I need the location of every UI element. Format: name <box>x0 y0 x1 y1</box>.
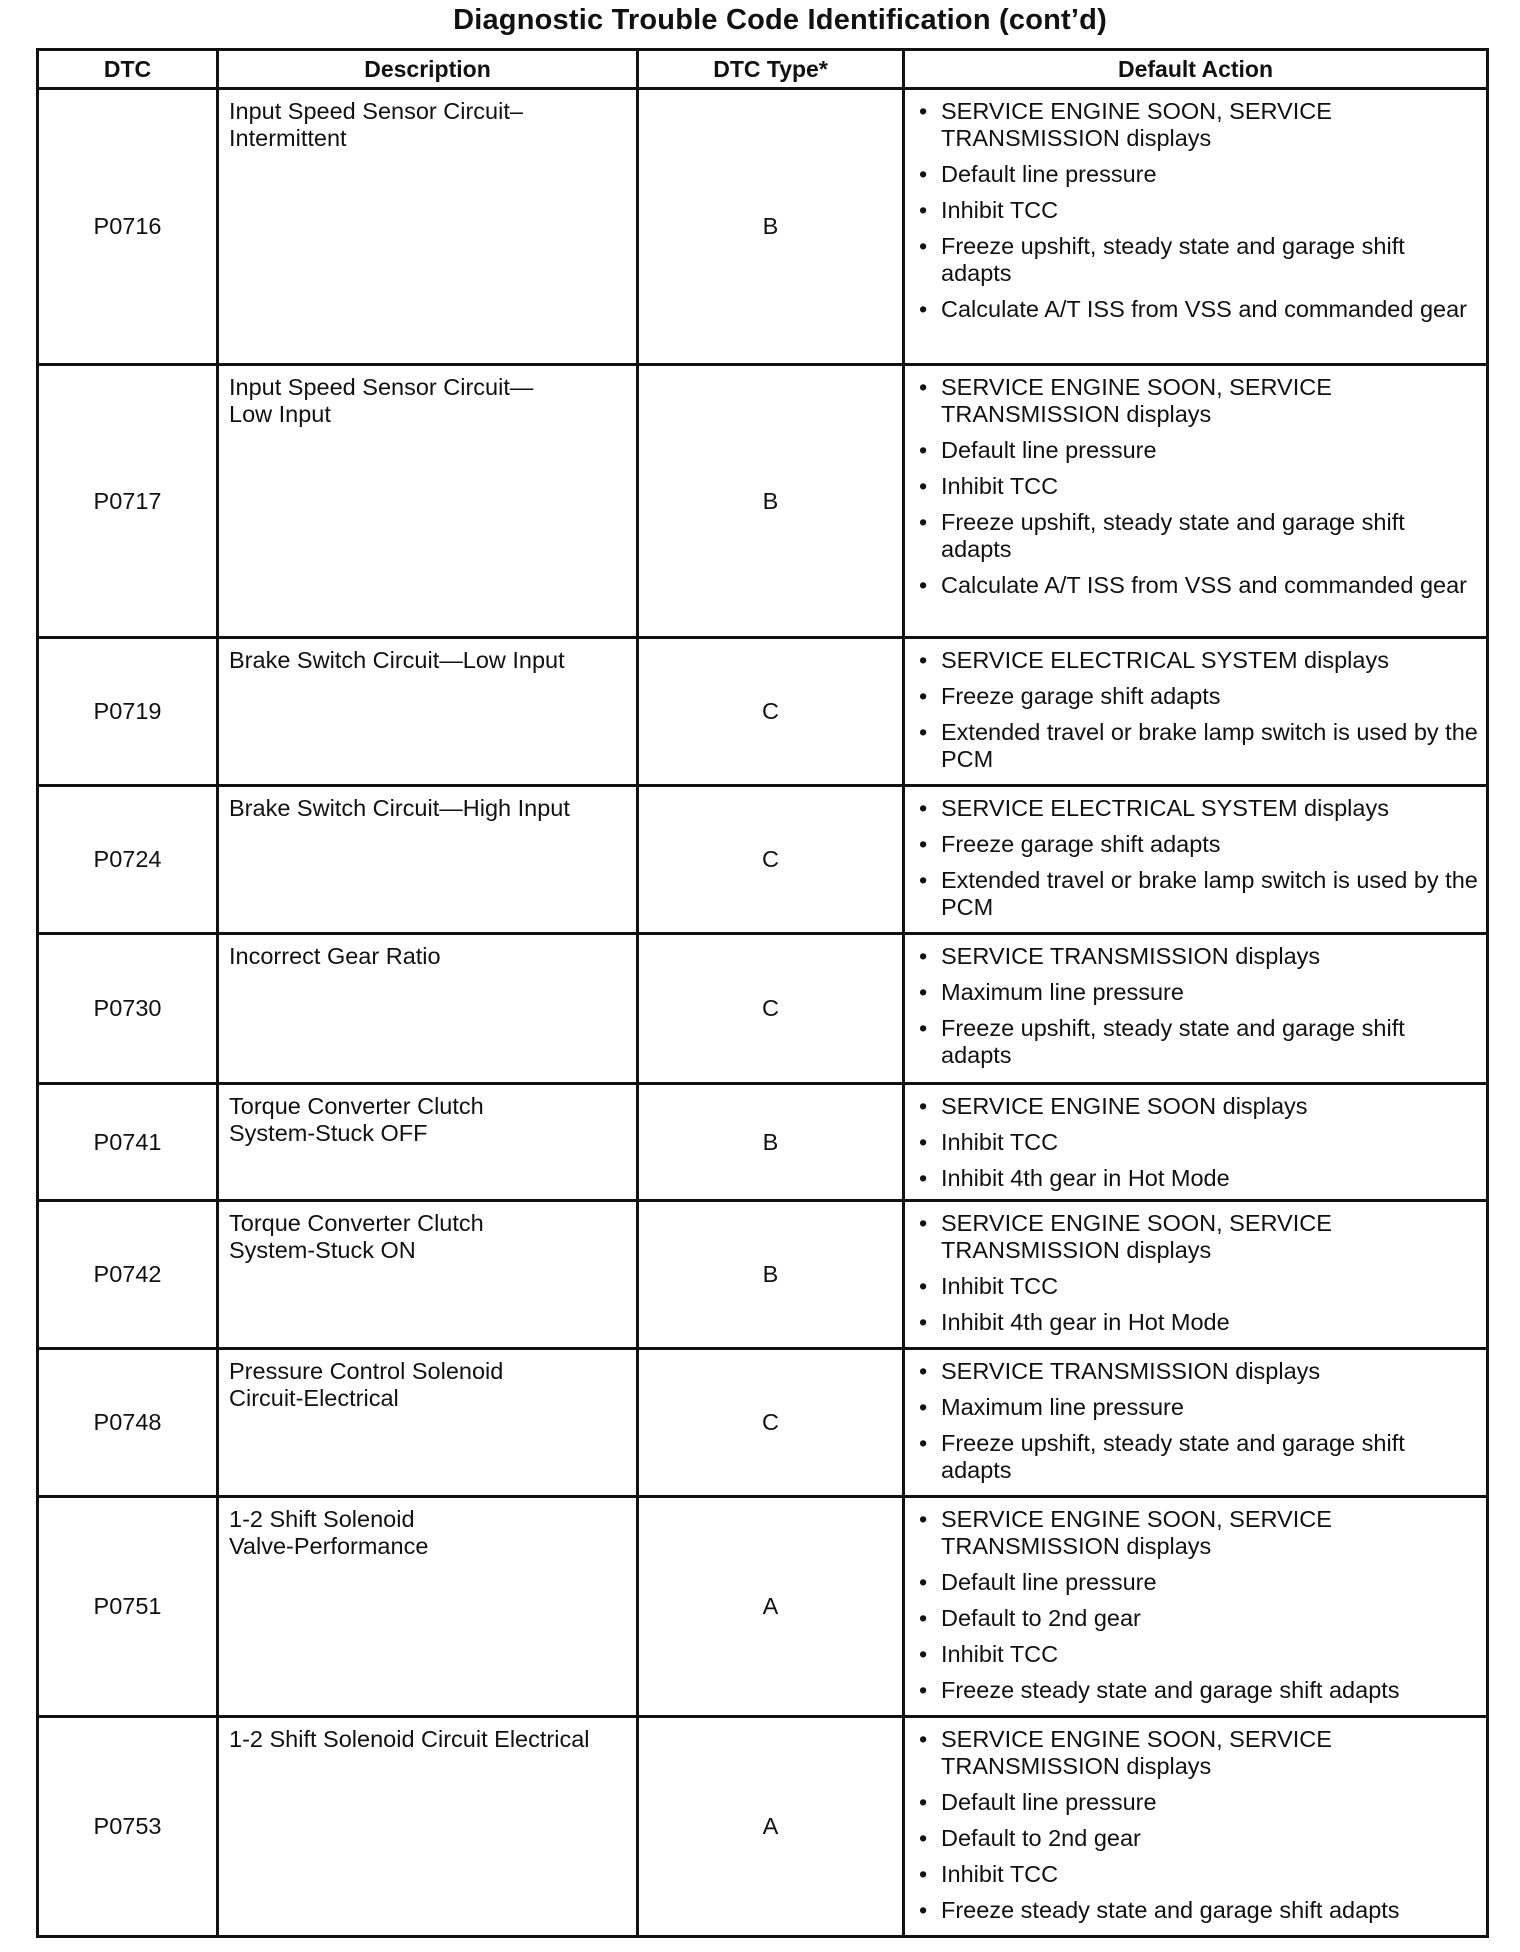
column-header-default-action: Default Action <box>904 50 1488 89</box>
dtc-code: P0716 <box>38 89 218 365</box>
default-action-list <box>941 98 1478 323</box>
dtc-description: Brake Switch Circuit—Low Input <box>218 638 638 786</box>
default-action-list <box>941 374 1478 599</box>
default-action-item: • Extended travel or brake lamp switch is used by the PCM <box>941 719 1478 773</box>
default-action-item: • Freeze garage shift adapts <box>941 831 1478 858</box>
default-action-item: • Calculate A/T ISS from VSS and commanded gear <box>941 572 1478 599</box>
default-action-cell <box>904 1084 1488 1201</box>
dtc-type: B <box>638 1084 904 1201</box>
default-action-cell <box>904 1497 1488 1717</box>
dtc-description: Torque Converter Clutch System-Stuck OFF <box>218 1084 638 1201</box>
default-action-item: • Inhibit TCC <box>941 1129 1478 1156</box>
dtc-code: P0748 <box>38 1349 218 1497</box>
default-action-list <box>941 1506 1478 1704</box>
default-action-item: • Freeze upshift, steady state and garage shift adapts <box>941 1015 1478 1069</box>
dtc-code: P0753 <box>38 1717 218 1937</box>
table-row <box>38 1497 1488 1717</box>
default-action-cell <box>904 89 1488 365</box>
column-header-description: Description <box>218 50 638 89</box>
default-action-cell <box>904 934 1488 1084</box>
dtc-table <box>36 48 1489 1938</box>
dtc-code: P0741 <box>38 1084 218 1201</box>
default-action-list <box>941 795 1478 921</box>
table-row <box>38 365 1488 638</box>
default-action-item: • Inhibit 4th gear in Hot Mode <box>941 1309 1478 1336</box>
default-action-item: • Inhibit 4th gear in Hot Mode <box>941 1165 1478 1192</box>
default-action-item: • Default line pressure <box>941 1789 1478 1816</box>
page-title: Diagnostic Trouble Code Identification (cont’d) <box>453 4 1107 36</box>
dtc-type: A <box>638 1717 904 1937</box>
default-action-cell <box>904 365 1488 638</box>
default-action-list <box>941 1210 1478 1336</box>
dtc-code: P0724 <box>38 786 218 934</box>
dtc-description: Input Speed Sensor Circuit– Intermittent <box>218 89 638 365</box>
default-action-item: • Inhibit TCC <box>941 1273 1478 1300</box>
default-action-item: • Maximum line pressure <box>941 979 1478 1006</box>
default-action-item: • Default to 2nd gear <box>941 1605 1478 1632</box>
default-action-item: • Calculate A/T ISS from VSS and commanded gear <box>941 296 1478 323</box>
default-action-item: • Maximum line pressure <box>941 1394 1478 1421</box>
dtc-type: C <box>638 638 904 786</box>
table-row <box>38 786 1488 934</box>
default-action-cell <box>904 1201 1488 1349</box>
default-action-item: • Freeze upshift, steady state and garage shift adapts <box>941 1430 1478 1484</box>
default-action-item: • Freeze upshift, steady state and garage shift adapts <box>941 233 1478 287</box>
dtc-type: C <box>638 934 904 1084</box>
default-action-list <box>941 1358 1478 1484</box>
table-header <box>38 50 1488 89</box>
default-action-item: • SERVICE ENGINE SOON, SERVICE TRANSMISSION displays <box>941 98 1478 152</box>
default-action-item: • Inhibit TCC <box>941 1861 1478 1888</box>
default-action-item: • Default line pressure <box>941 161 1478 188</box>
column-header-dtc: DTC <box>38 50 218 89</box>
dtc-code: P0730 <box>38 934 218 1084</box>
default-action-list <box>941 647 1478 773</box>
dtc-code: P0742 <box>38 1201 218 1349</box>
dtc-type: A <box>638 1497 904 1717</box>
default-action-cell <box>904 1349 1488 1497</box>
default-action-item: • Extended travel or brake lamp switch is used by the PCM <box>941 867 1478 921</box>
default-action-item: • Inhibit TCC <box>941 197 1478 224</box>
dtc-type: C <box>638 1349 904 1497</box>
dtc-code: P0717 <box>38 365 218 638</box>
dtc-description: Torque Converter Clutch System-Stuck ON <box>218 1201 638 1349</box>
dtc-code: P0719 <box>38 638 218 786</box>
default-action-item: • SERVICE TRANSMISSION displays <box>941 943 1478 970</box>
default-action-item: • Freeze upshift, steady state and garage shift adapts <box>941 509 1478 563</box>
default-action-item: • Inhibit TCC <box>941 1641 1478 1668</box>
default-action-list <box>941 1726 1478 1924</box>
header-row <box>38 50 1488 89</box>
dtc-description: 1-2 Shift Solenoid Valve-Performance <box>218 1497 638 1717</box>
table-row <box>38 1084 1488 1201</box>
default-action-item: • Freeze steady state and garage shift adapts <box>941 1897 1478 1924</box>
dtc-description: 1-2 Shift Solenoid Circuit Electrical <box>218 1717 638 1937</box>
table-row <box>38 1349 1488 1497</box>
default-action-item: • SERVICE ENGINE SOON, SERVICE TRANSMISSION displays <box>941 1506 1478 1560</box>
default-action-item: • Freeze steady state and garage shift adapts <box>941 1677 1478 1704</box>
default-action-item: • SERVICE ELECTRICAL SYSTEM displays <box>941 795 1478 822</box>
dtc-description: Pressure Control Solenoid Circuit-Electrical <box>218 1349 638 1497</box>
dtc-type: B <box>638 1201 904 1349</box>
table-row <box>38 1201 1488 1349</box>
default-action-item: • SERVICE ELECTRICAL SYSTEM displays <box>941 647 1478 674</box>
dtc-description: Input Speed Sensor Circuit— Low Input <box>218 365 638 638</box>
dtc-type: B <box>638 365 904 638</box>
dtc-type: B <box>638 89 904 365</box>
default-action-list <box>941 1093 1478 1192</box>
default-action-list <box>941 943 1478 1069</box>
dtc-code: P0751 <box>38 1497 218 1717</box>
default-action-item: • Inhibit TCC <box>941 473 1478 500</box>
default-action-item: • Default line pressure <box>941 1569 1478 1596</box>
dtc-description: Incorrect Gear Ratio <box>218 934 638 1084</box>
dtc-type: C <box>638 786 904 934</box>
default-action-item: • SERVICE ENGINE SOON, SERVICE TRANSMISSION displays <box>941 1210 1478 1264</box>
default-action-item: • SERVICE ENGINE SOON, SERVICE TRANSMISSION displays <box>941 374 1478 428</box>
table-row <box>38 1717 1488 1937</box>
default-action-cell <box>904 786 1488 934</box>
table-row <box>38 638 1488 786</box>
table-body <box>38 89 1488 1937</box>
default-action-cell <box>904 638 1488 786</box>
default-action-item: • Default to 2nd gear <box>941 1825 1478 1852</box>
default-action-item: • Freeze garage shift adapts <box>941 683 1478 710</box>
default-action-cell <box>904 1717 1488 1937</box>
default-action-item: • SERVICE ENGINE SOON, SERVICE TRANSMISSION displays <box>941 1726 1478 1780</box>
default-action-item: • Default line pressure <box>941 437 1478 464</box>
dtc-description: Brake Switch Circuit—High Input <box>218 786 638 934</box>
column-header-dtc-type: DTC Type* <box>638 50 904 89</box>
default-action-item: • SERVICE TRANSMISSION displays <box>941 1358 1478 1385</box>
default-action-item: • SERVICE ENGINE SOON displays <box>941 1093 1478 1120</box>
table-row <box>38 89 1488 365</box>
table-row <box>38 934 1488 1084</box>
